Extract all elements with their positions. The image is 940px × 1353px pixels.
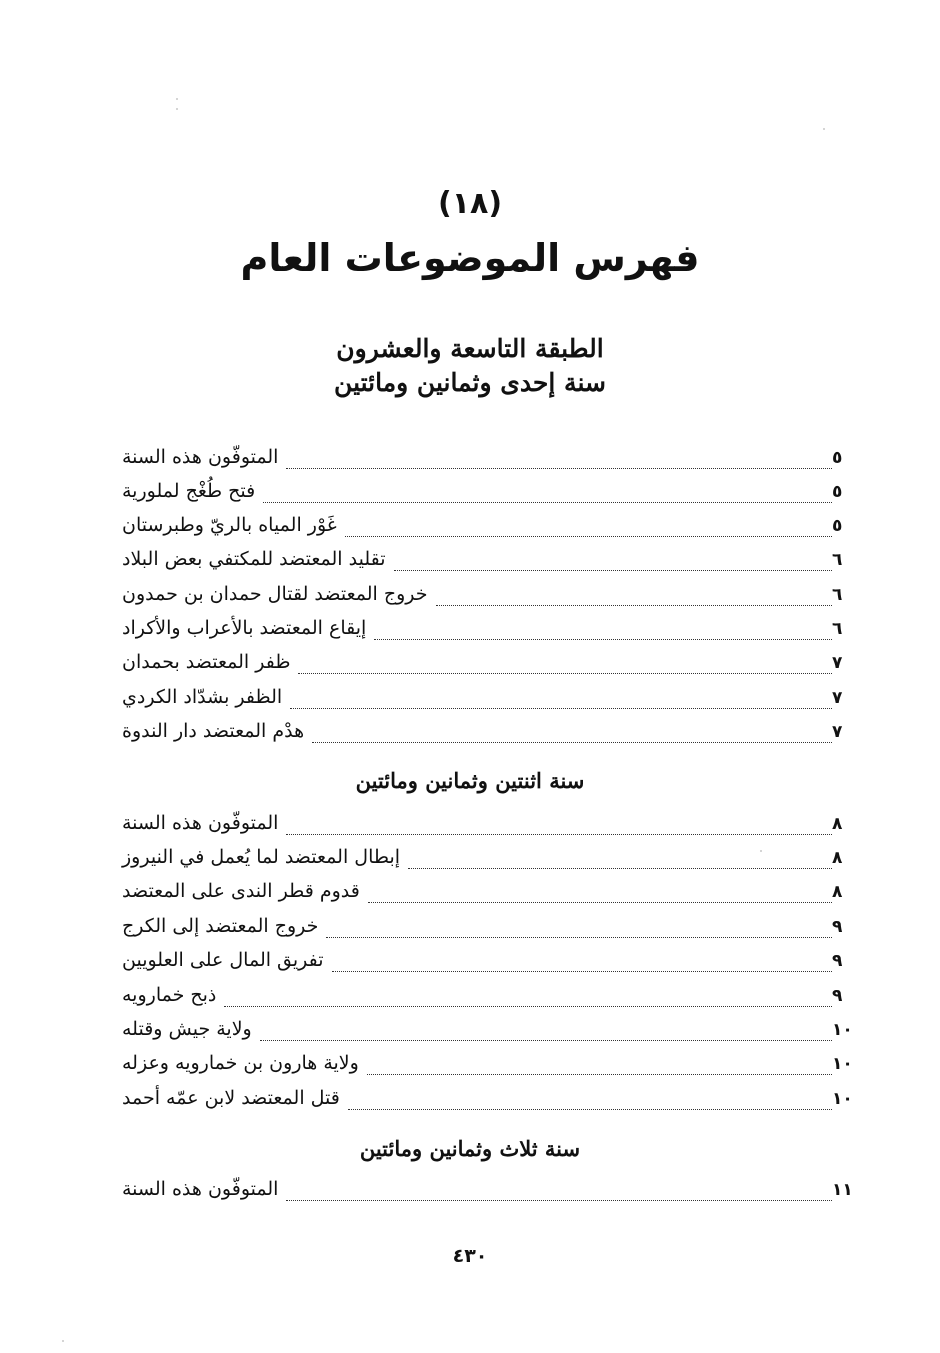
- entry-title: المتوفّون هذه السنة: [122, 812, 279, 834]
- toc-entry: [110, 514, 854, 544]
- entry-page-number: ١١: [832, 1180, 853, 1200]
- dot-leader: [290, 707, 832, 709]
- scan-speck: [176, 98, 178, 100]
- section-heading: سنة اثنتين وثمانين ومائتين: [355, 768, 585, 793]
- entry-title: غَوْر المياه بالريّ وطبرستان: [122, 514, 337, 536]
- toc-entry: [110, 1018, 854, 1048]
- entry-page-number: ١٠: [832, 1089, 853, 1109]
- dot-leader: [224, 1005, 832, 1007]
- entry-title: فتح طُغْج لملورية: [122, 480, 256, 502]
- dot-leader: [332, 970, 832, 972]
- entry-page-number: ٨: [832, 848, 843, 868]
- entry-page-number: ٩: [832, 917, 843, 937]
- entry-title: قتل المعتضد لابن عمّه أحمد: [122, 1087, 340, 1109]
- entry-page-number: ٩: [832, 986, 843, 1006]
- dot-leader: [367, 1073, 832, 1075]
- dot-leader: [286, 467, 832, 469]
- toc-entry: [110, 651, 854, 681]
- toc-entry: [110, 949, 854, 979]
- entry-title: ولاية جيش وقتله: [122, 1018, 252, 1040]
- page-title: فهرس الموضوعات العام: [240, 236, 700, 280]
- toc-entry: [110, 583, 854, 613]
- toc-entry: [110, 548, 854, 578]
- dot-leader: [345, 535, 832, 537]
- entry-title: خروج المعتضد إلى الكرج: [122, 915, 319, 937]
- toc-entry: [110, 880, 854, 910]
- entry-page-number: ٥: [832, 516, 843, 536]
- entry-page-number: ٨: [832, 814, 843, 834]
- entry-title: إيقاع المعتضد بالأعراب والأكراد: [122, 617, 367, 639]
- entry-title: ظفر المعتضد بحمدان: [122, 651, 291, 673]
- toc-entry: [110, 1178, 854, 1208]
- entry-page-number: ٨: [832, 882, 843, 902]
- toc-entry: [110, 1052, 854, 1082]
- toc-entry: [110, 446, 854, 476]
- dot-leader: [263, 501, 832, 503]
- toc-entry: [110, 915, 854, 945]
- toc-entry: [110, 720, 854, 750]
- dot-leader: [298, 672, 832, 674]
- entry-page-number: ٥: [832, 448, 843, 468]
- entry-title: هدْم المعتضد دار الندوة: [122, 720, 305, 742]
- dot-leader: [374, 638, 832, 640]
- page-number: ٤٣٠: [452, 1245, 488, 1267]
- dot-leader: [326, 936, 832, 938]
- main-heading-line1: الطبقة التاسعة والعشرون: [336, 334, 604, 363]
- dot-leader: [286, 1199, 832, 1201]
- toc-entry: [110, 1087, 854, 1117]
- toc-entry: [110, 686, 854, 716]
- dot-leader: [312, 741, 832, 743]
- scan-speck: [62, 1340, 64, 1342]
- toc-entry: [110, 984, 854, 1014]
- dot-leader: [436, 604, 832, 606]
- chapter-number: (١٨): [437, 186, 503, 221]
- scan-speck: [823, 128, 825, 130]
- scan-speck: [176, 108, 178, 110]
- entry-title: المتوفّون هذه السنة: [122, 446, 279, 468]
- dot-leader: [260, 1039, 832, 1041]
- entry-page-number: ٩: [832, 951, 843, 971]
- main-heading-line2: سنة إحدى وثمانين ومائتين: [334, 368, 606, 397]
- toc-entry: [110, 846, 854, 876]
- dot-leader: [368, 901, 832, 903]
- entry-page-number: ١٠: [832, 1054, 853, 1074]
- dot-leader: [408, 867, 832, 869]
- entry-page-number: ٦: [832, 550, 843, 570]
- entry-title: ذبح خمارويه: [122, 984, 217, 1006]
- toc-entry: [110, 812, 854, 842]
- entry-page-number: ٦: [832, 619, 843, 639]
- entry-title: الظفر بشدّاد الكردي: [122, 686, 283, 708]
- section-heading: سنة ثلاث وثمانين ومائتين: [359, 1136, 581, 1161]
- dot-leader: [348, 1108, 832, 1110]
- entry-page-number: ٧: [832, 653, 843, 673]
- toc-entry: [110, 480, 854, 510]
- toc-entry: [110, 617, 854, 647]
- entry-page-number: ٧: [832, 688, 843, 708]
- dot-leader: [394, 569, 832, 571]
- entry-page-number: ٧: [832, 722, 843, 742]
- entry-title: قدوم قطر الندى على المعتضد: [122, 880, 360, 902]
- entry-title: خروج المعتضد لقتال حمدان بن حمدون: [122, 583, 428, 605]
- entry-page-number: ٦: [832, 585, 843, 605]
- entry-page-number: ١٠: [832, 1020, 853, 1040]
- entry-page-number: ٥: [832, 482, 843, 502]
- entry-title: إبطال المعتضد لما يُعمل في النيروز: [122, 846, 401, 868]
- dot-leader: [286, 833, 832, 835]
- entry-title: تقليد المعتضد للمكتفي بعض البلاد: [122, 548, 386, 570]
- entry-title: ولاية هارون بن خمارويه وعزله: [122, 1052, 359, 1074]
- entry-title: المتوفّون هذه السنة: [122, 1178, 279, 1200]
- entry-title: تفريق المال على العلويين: [122, 949, 324, 971]
